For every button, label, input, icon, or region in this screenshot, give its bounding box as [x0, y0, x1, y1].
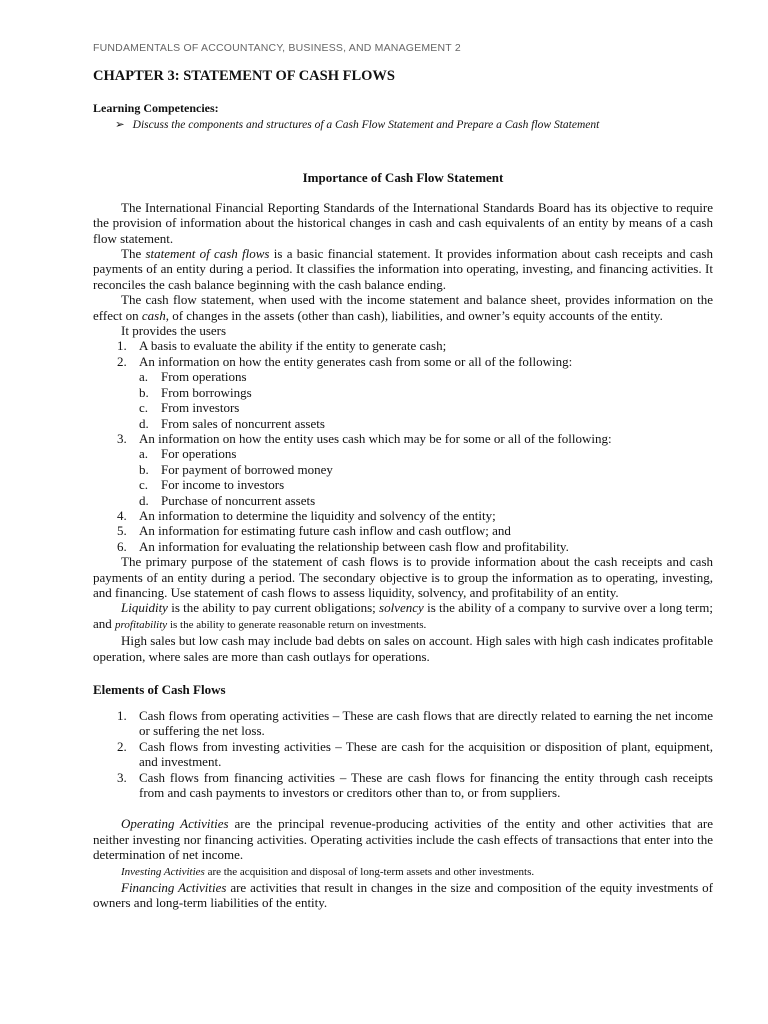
list-item: b. For payment of borrowed money: [139, 461, 333, 477]
list-item: 2. An information on how the entity generates cash from some or all of the following: a. From operations b. From borrowings c. From investors d. From sales of noncurrent assets: [139, 354, 713, 431]
list-item: 4. An information to determine the liquidity and solvency of the entity;: [117, 507, 496, 523]
list-item: a. For operations: [139, 446, 237, 462]
chapter-title: CHAPTER 3: STATEMENT OF CASH FLOWS: [93, 68, 395, 84]
term-profitability: profitability: [115, 618, 168, 631]
importance-paragraph-3: The cash flow statement, when used with the income statement and balance sheet, provides information on the effect on cash, of changes in the assets (other than cash), liabilities, and owner’s equity accounts of the entity.: [93, 292, 713, 323]
term-liquidity: Liquidity: [121, 600, 168, 616]
list-item: c. From investors: [139, 400, 240, 416]
users-intro: It provides the users: [121, 323, 227, 339]
investing-activities-paragraph: Investing Activities are the acquisition and disposal of long-term assets and other investments.: [121, 865, 535, 878]
financing-activities-paragraph: Financing Activities are activities that result in changes in the size and composition of the equity investments of owners and long-term liabilities of the entity.: [93, 880, 713, 911]
page-content: [93, 68, 713, 911]
learning-competencies-label: Learning Competencies:: [93, 101, 219, 115]
elements-list: [93, 708, 713, 800]
term-statement-of-cash-flows: statement of cash flows: [145, 246, 270, 262]
importance-paragraph-4: The primary purpose of the statement of cash flows is to provide information about the cash receipts and cash payments of an entity during a period. The secondary objective is to group the information as to operating, investing, and financing. Use statement of cash flows to assess liquidity, solvency, and profitability of an entity.: [93, 554, 713, 600]
importance-heading: Importance of Cash Flow Statement: [302, 169, 504, 185]
importance-paragraph-1: The International Financial Reporting Standards of the International Standards Board has its objective to require the provision of information about the historical changes in cash and cash equivalents of an entity by means of a cash flow statement.: [93, 199, 713, 246]
list-item: 5. An information for estimating future cash inflow and cash outflow; and: [117, 523, 511, 539]
importance-paragraph-6: High sales but low cash may include bad debts on sales on account. High sales with high cash indicates profitable operation, where sales are more than cash outlays for operations.: [93, 633, 713, 664]
list-item: 1. Cash flows from operating activities – These are cash flows that are directly related to earning the net income or suffering the net loss.: [117, 708, 713, 739]
importance-paragraph-2: The statement of cash flows is a basic financial statement. It provides information about cash receipts and cash payments of an entity during a period. It classifies the information into operating, investing, and financing activities. It reconciles the cash balance beginning with the cash balance ending.: [93, 246, 713, 292]
term-operating-activities: Operating Activities: [121, 816, 229, 832]
list-item: d. Purchase of noncurrent assets: [139, 492, 316, 508]
learning-competency-item: [115, 118, 713, 133]
users-list: [93, 338, 713, 554]
running-header: FUNDAMENTALS OF ACCOUNTANCY, BUSINESS, AND MANAGEMENT 2: [93, 42, 461, 54]
list-item: 3. Cash flows from financing activities – These are cash flows for financing the entity through cash receipts from and cash payments to investors or creditors other than to, or from suppliers.: [117, 769, 713, 801]
elements-heading: Elements of Cash Flows: [93, 682, 226, 697]
term-solvency: solvency: [379, 600, 424, 616]
list-item: d. From sales of noncurrent assets: [139, 415, 325, 431]
spacer: [93, 800, 713, 816]
list-item: 3. An information on how the entity uses cash which may be for some or all of the following: a. For operations b. For payment of borrowed money c. For income to investors d. Purchase of noncurrent assets: [139, 431, 713, 508]
list-item: 1. A basis to evaluate the ability if the entity to generate cash;: [117, 338, 447, 354]
importance-paragraph-5: Liquidity is the ability to pay current obligations; solvency is the ability of a company to survive over a long term; and profitability is the ability to generate reasonable return on investments.: [93, 600, 713, 631]
list-item: 2. Cash flows from investing activities – These are cash for the acquisition or disposition of plant, equipment, and investment.: [117, 738, 713, 770]
operating-activities-paragraph: Operating Activities are the principal revenue-producing activities of the entity and other activities that are neither investing nor financing activities. Operating activities include the cash effects of transactions that enter into the determination of net income.: [93, 816, 714, 863]
list-item: b. From borrowings: [139, 384, 252, 400]
term-investing-activities: Investing Activities: [121, 865, 205, 878]
learning-competency-text: Discuss the components and structures of a Cash Flow Statement and Prepare a Cash flow Statement: [132, 119, 600, 132]
sublist-uses-cash: [139, 446, 713, 508]
arrow-bullet-icon: ➢: [115, 119, 125, 132]
list-item: c. For income to investors: [139, 477, 285, 493]
term-cash: cash: [141, 307, 166, 323]
list-item: a. From operations: [139, 369, 247, 385]
term-financing-activities: Financing Activities: [121, 880, 227, 896]
sublist-generates-cash: [139, 369, 713, 431]
list-item: 6. An information for evaluating the relationship between cash flow and profitability.: [117, 538, 569, 554]
